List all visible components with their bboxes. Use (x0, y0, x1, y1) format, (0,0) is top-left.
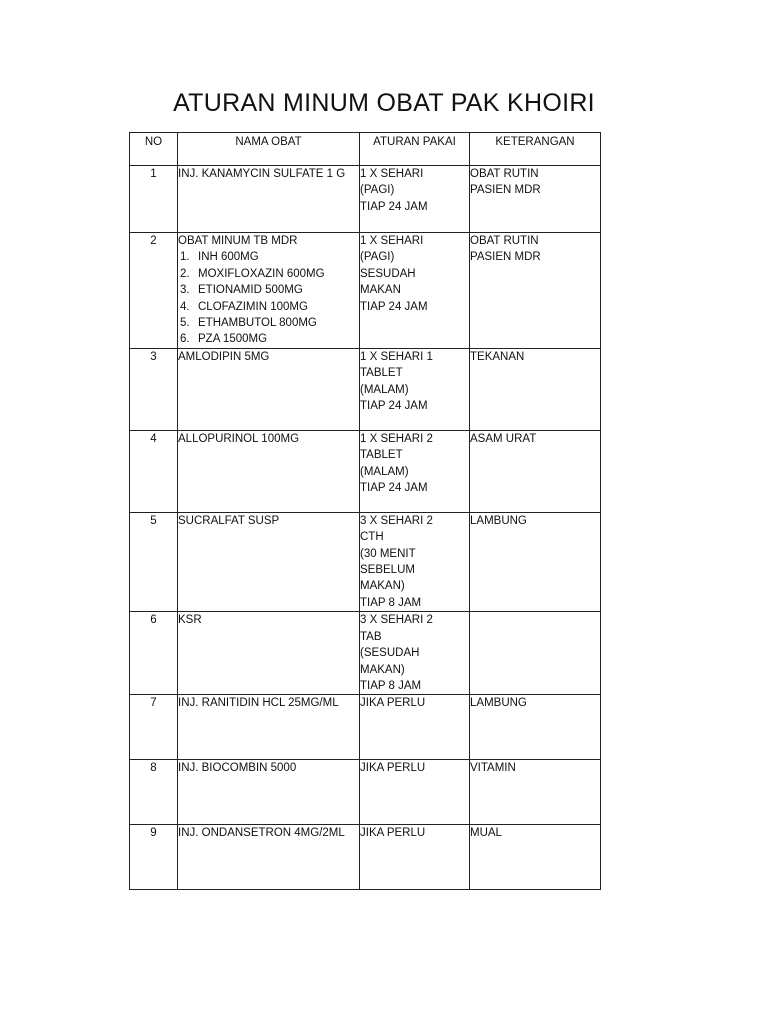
usage-rule-line: 1 X SEHARI (360, 235, 424, 247)
usage-rule-line: SESUDAH (360, 267, 416, 280)
row-number: 2 (130, 233, 178, 349)
usage-rule-cell (360, 512, 470, 611)
drug-name: OBAT MINUM TB MDR (178, 235, 298, 247)
header-note: KETERANGAN (470, 133, 601, 166)
drug-name: INJ. ONDANSETRON 4MG/2ML (178, 827, 345, 840)
list-item-number: 4. (180, 300, 190, 313)
usage-rule-line: TIAP 24 JAM (360, 200, 428, 213)
row-number: 9 (130, 825, 178, 890)
usage-rule-cell (360, 695, 470, 760)
usage-rule-cell (360, 166, 470, 233)
list-item-number: 6. (180, 333, 190, 346)
list-item-text: ETHAMBUTOL 800MG (198, 317, 317, 330)
note-cell (470, 512, 601, 611)
note-cell (470, 166, 601, 233)
table-row (130, 430, 601, 512)
usage-rule-line: (30 MENIT (360, 547, 416, 560)
note-cell (470, 695, 601, 760)
page-title: ATURAN MINUM OBAT PAK KHOIRI (173, 89, 595, 117)
list-item-number: 5. (180, 317, 190, 330)
table-row (130, 166, 601, 233)
drug-name: AMLODIPIN 5MG (178, 350, 270, 363)
note-line: VITAMIN (470, 762, 516, 775)
header-no: NO (130, 133, 178, 166)
list-item-number: 3. (180, 284, 190, 297)
medication-table (129, 132, 601, 890)
usage-rule-line: (MALAM) (360, 383, 409, 396)
usage-rule-line: 3 X SEHARI 2 (360, 614, 433, 627)
table-row (130, 348, 601, 430)
list-item (180, 315, 359, 331)
row-number: 1 (130, 166, 178, 233)
list-item-text: CLOFAZIMIN 100MG (198, 300, 308, 313)
note-line: LAMBUNG (470, 697, 527, 710)
list-item-text: INH 600MG (198, 251, 259, 264)
list-item-text: ETIONAMID 500MG (198, 284, 303, 297)
usage-rule-line: TAB (360, 630, 382, 643)
list-item-text: PZA 1500MG (198, 333, 268, 346)
usage-rule-line: (PAGI) (360, 184, 395, 197)
table-row (130, 612, 601, 695)
usage-rule-line: MAKAN) (360, 663, 405, 676)
row-number: 5 (130, 512, 178, 611)
usage-rule-line: JIKA PERLU (360, 762, 426, 775)
table-body (130, 166, 601, 890)
usage-rule-cell (360, 233, 470, 349)
drug-name-cell (178, 695, 360, 760)
list-item (180, 249, 359, 265)
list-item-number: 2. (180, 267, 190, 280)
usage-rule-line: TIAP 24 JAM (360, 300, 428, 313)
usage-rule-line: TIAP 8 JAM (360, 596, 422, 609)
usage-rule-line: TIAP 24 JAM (360, 482, 428, 495)
usage-rule-line: TIAP 24 JAM (360, 400, 428, 413)
list-item (180, 299, 359, 315)
usage-rule-line: TABLET (360, 449, 403, 462)
usage-rule-line: MAKAN (360, 284, 401, 297)
list-item (180, 266, 359, 282)
note-line: MUAL (470, 827, 502, 840)
drug-name: ALLOPURINOL 100MG (178, 432, 300, 445)
drug-name: INJ. RANITIDIN HCL 25MG/ML (178, 697, 339, 710)
table-row (130, 233, 601, 349)
row-number: 7 (130, 695, 178, 760)
drug-name-cell (178, 825, 360, 890)
header-rule: ATURAN PAKAI (360, 133, 470, 166)
drug-name-cell (178, 512, 360, 611)
usage-rule-line: (SESUDAH (360, 647, 420, 660)
usage-rule-cell (360, 430, 470, 512)
usage-rule-line: MAKAN) (360, 580, 405, 593)
header-name: NAMA OBAT (178, 133, 360, 166)
drug-name-cell (178, 760, 360, 825)
row-number: 4 (130, 430, 178, 512)
usage-rule-line: 1 X SEHARI 2 (360, 432, 433, 445)
table-header-row (130, 133, 601, 166)
table-row (130, 825, 601, 890)
note-cell (470, 760, 601, 825)
usage-rule-line: 3 X SEHARI 2 (360, 514, 433, 527)
drug-name-cell (178, 612, 360, 695)
list-item (180, 282, 359, 298)
usage-rule-line: 1 X SEHARI 1 (360, 350, 433, 363)
drug-sub-list (178, 249, 359, 347)
usage-rule-line: (PAGI) (360, 251, 395, 264)
usage-rule-line: SEBELUM (360, 564, 415, 577)
usage-rule-cell (360, 825, 470, 890)
drug-name-cell (178, 348, 360, 430)
drug-name: KSR (178, 614, 202, 627)
note-cell (470, 430, 601, 512)
drug-name: SUCRALFAT SUSP (178, 514, 280, 527)
note-cell (470, 348, 601, 430)
table-row (130, 760, 601, 825)
note-cell (470, 612, 601, 695)
note-line: ASAM URAT (470, 432, 537, 445)
note-line: TEKANAN (470, 350, 525, 363)
list-item-text: MOXIFLOXAZIN 600MG (198, 267, 325, 280)
list-item-number: 1. (180, 251, 190, 264)
usage-rule-line: CTH (360, 531, 384, 544)
table-row (130, 512, 601, 611)
usage-rule-line: JIKA PERLU (360, 827, 426, 840)
note-line: OBAT RUTIN (470, 235, 539, 247)
usage-rule-line: JIKA PERLU (360, 697, 426, 710)
note-cell (470, 233, 601, 349)
row-number: 8 (130, 760, 178, 825)
drug-name-cell (178, 430, 360, 512)
note-line: LAMBUNG (470, 514, 527, 527)
drug-name-cell (178, 166, 360, 233)
note-cell (470, 825, 601, 890)
note-line: OBAT RUTIN (470, 168, 539, 180)
usage-rule-line: (MALAM) (360, 465, 409, 478)
usage-rule-line: TABLET (360, 367, 403, 380)
drug-name: INJ. BIOCOMBIN 5000 (178, 762, 297, 775)
row-number: 3 (130, 348, 178, 430)
usage-rule-line: 1 X SEHARI (360, 168, 424, 180)
table-row (130, 695, 601, 760)
note-line: PASIEN MDR (470, 184, 541, 197)
list-item (180, 331, 359, 347)
usage-rule-cell (360, 760, 470, 825)
drug-name: INJ. KANAMYCIN SULFATE 1 G (178, 168, 346, 180)
usage-rule-cell (360, 348, 470, 430)
drug-name-cell (178, 233, 360, 349)
usage-rule-line: TIAP 8 JAM (360, 679, 422, 692)
row-number: 6 (130, 612, 178, 695)
note-line: PASIEN MDR (470, 251, 541, 264)
usage-rule-cell (360, 612, 470, 695)
